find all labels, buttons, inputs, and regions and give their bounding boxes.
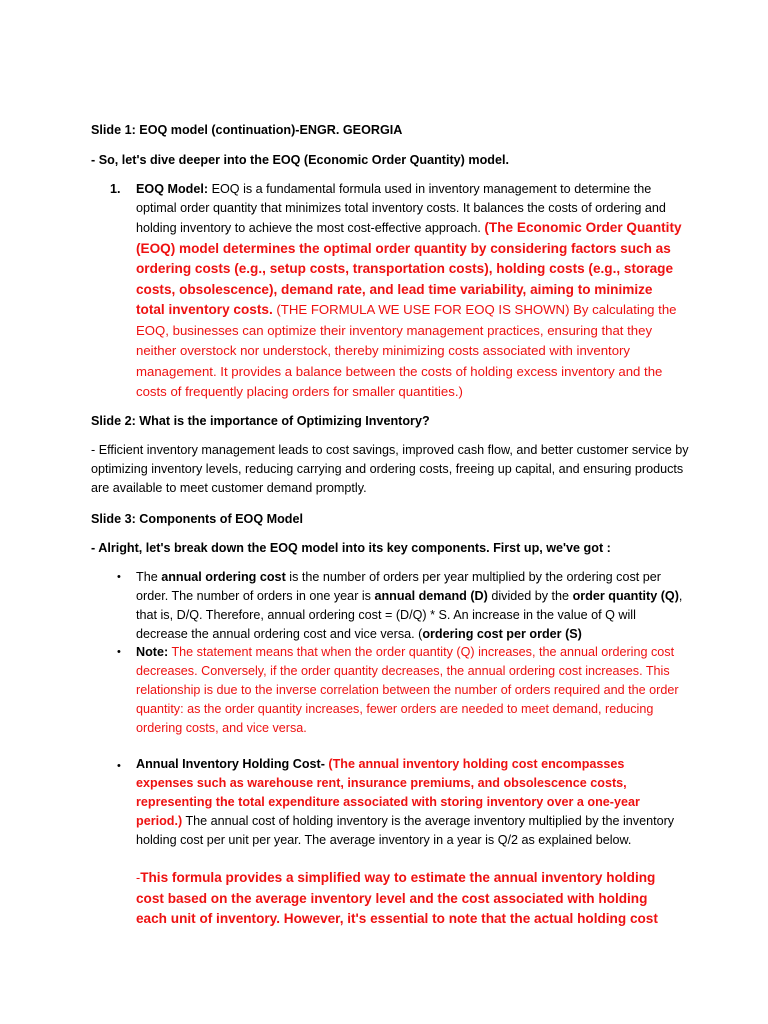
holding-cost-paragraph — [136, 755, 684, 850]
eoq-model-text: EOQ is a fundamental formula used in inventory management to determine the optimal order quantity that minimizes total inventory costs. It balances the costs of ordering and holding inventory to achieve the most cost-effective approach. — [136, 182, 666, 235]
slide3-intro: - Alright, let's break down the EOQ model into its key components. First up, we've got : — [91, 541, 611, 555]
term-annual-demand: annual demand (D) — [374, 589, 488, 603]
holding-cost-label: Annual Inventory Holding Cost- — [136, 757, 325, 771]
text-run: divided by the — [487, 589, 573, 603]
text-run: , that is, D/Q. Therefore, annual ordering cost = (D/Q) * S. An increase in the value of Q will decrease the annual ordering cost and vice versa. ( — [136, 589, 683, 641]
note-red-text: The statement means that when the order quantity (Q) increases, the annual ordering cost decreases. Conversely, if the order quantity decreases, the annual ordering cost increases. This relationship is due to the inverse correlation between the number of orders required and the order quantity: as the order quantity increases, fewer orders are needed to meet demand, reducing ordering costs, and vice versa. — [136, 645, 679, 735]
slide3-heading: Slide 3: Components of EOQ Model — [91, 512, 304, 526]
holding-cost-text: The annual cost of holding inventory is the average inventory multiplied by the inventory holding cost per unit per year. The average inventory in a year is Q/2 as explained below. — [136, 814, 675, 847]
holding-cost-red-bold: (The annual inventory holding cost encompasses expenses such as warehouse rent, insurance premiums, and obsolescence costs, representing the total expenditure associated with storing inventory over a one-year period.) — [136, 757, 640, 828]
eoq-model-red-bold: (The Economic Order Quantity (EOQ) model determines the optimal order quantity by considering factors such as ordering costs (e.g., setup costs, transportation costs), holding costs (e.g., storage costs, obsolescence), demand rate, and lead time variability, aiming to minimize total inventory costs. — [136, 220, 682, 317]
bullet-marker: • — [117, 646, 121, 658]
term-order-quantity: order quantity (Q) — [572, 589, 679, 603]
term-annual-ordering-cost: annual ordering cost — [161, 570, 286, 584]
text-run: The — [136, 570, 162, 584]
note-paragraph — [136, 643, 684, 738]
formula-note-paragraph — [136, 868, 676, 930]
note-label: Note: — [136, 645, 169, 659]
eoq-model-red-text: (THE FORMULA WE USE FOR EOQ IS SHOWN) By calculating the EOQ, businesses can optimize their inventory management practices, ensuring that they neither overstock nor understock, thereby minimizing costs associated with inventory management. It provides a balance between the costs of holding excess inventory and the costs of frequently placing orders for smaller quantities.) — [136, 302, 677, 399]
list-item-number: 1. — [110, 182, 121, 196]
eoq-model-paragraph — [136, 180, 684, 403]
slide1-intro: - So, let's dive deeper into the EOQ (Economic Order Quantity) model. — [91, 153, 509, 167]
annual-ordering-cost-paragraph — [136, 568, 684, 644]
bullet-marker: • — [117, 760, 121, 772]
bullet-marker: • — [117, 571, 121, 583]
slide2-paragraph: - Efficient inventory management leads to cost savings, improved cash flow, and better customer service by optimizing inventory levels, reducing carrying and ordering costs, freeing up capital, and ensuring products are available to meet customer demand promptly. — [91, 443, 689, 495]
eoq-model-term: EOQ Model: — [136, 182, 209, 196]
slide1-heading: Slide 1: EOQ model (continuation)-ENGR. GEORGIA — [91, 123, 403, 137]
formula-note-dash: - — [136, 871, 141, 885]
text-run: is the number of orders per year multiplied by the ordering cost per order. The number of orders in one year is — [136, 570, 661, 603]
term-ordering-cost-per-order: ordering cost per order (S) — [422, 627, 582, 641]
formula-note-red-bold: This formula provides a simplified way to estimate the annual inventory holding cost based on the average inventory level and the cost associated with holding each unit of inventory. However, it's essential to note that the actual holding cost — [136, 870, 658, 926]
slide2-heading: Slide 2: What is the importance of Optimizing Inventory? — [91, 414, 430, 428]
